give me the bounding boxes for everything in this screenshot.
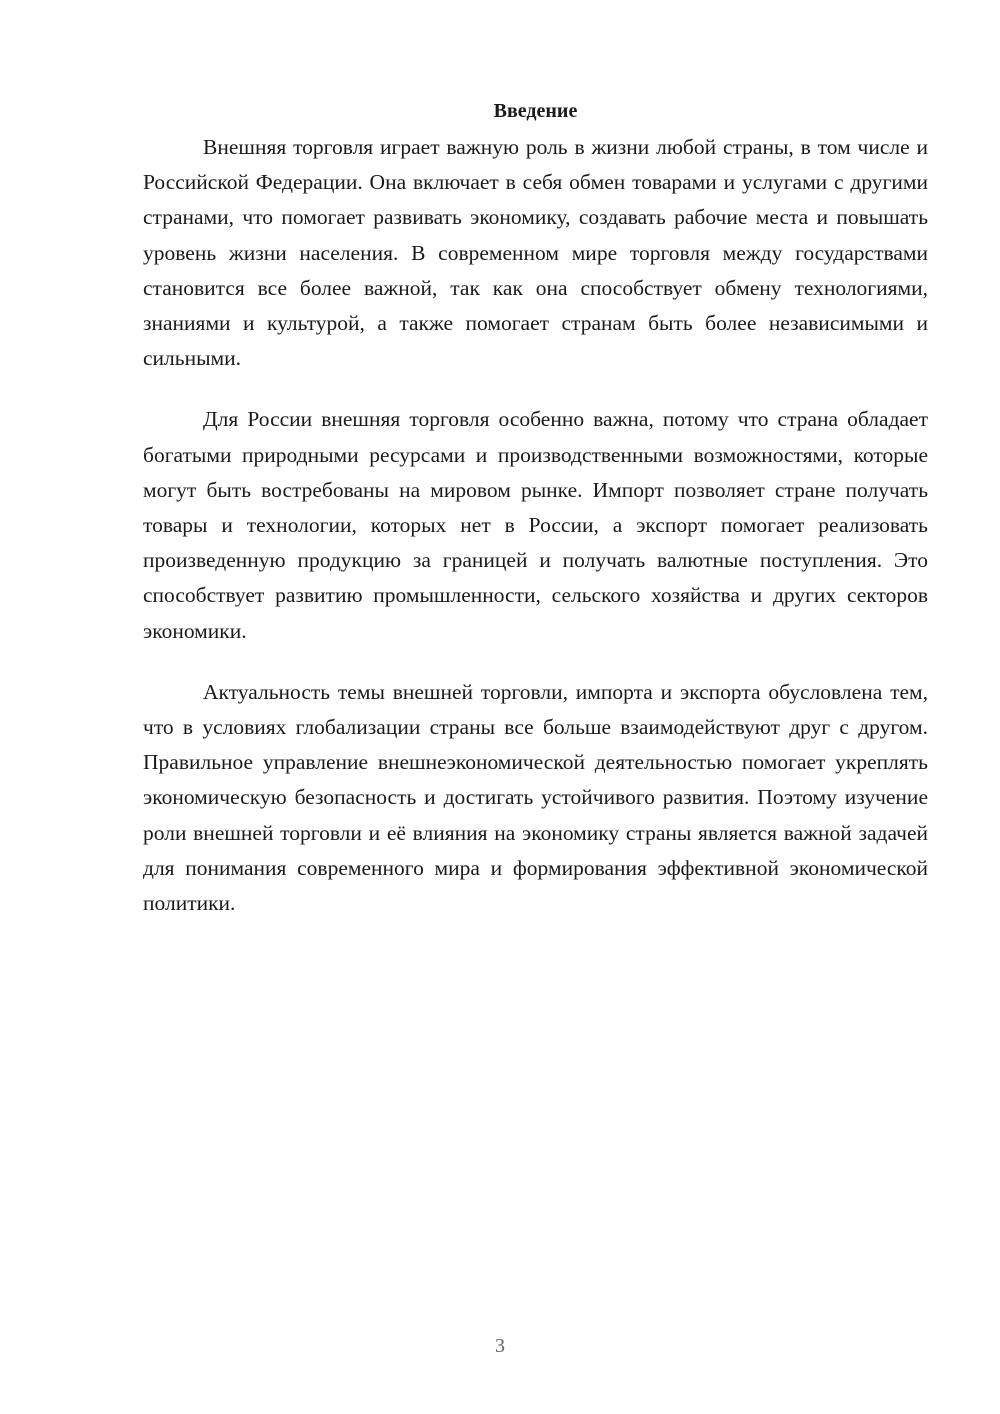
paragraph-1: Внешняя торговля играет важную роль в жизни любой страны, в том числе и Российской Федерации. Она включает в себя обмен товарами и услугами с другими странами, что помогает развивать экономику, создавать рабочие места и повышать уровень жизни населения. В современном мире торговля между государствами становится все более важной, так как она способствует обмену технологиями, знаниями и культурой, а также помогает странам быть более независимыми и сильными.	[143, 135, 928, 371]
section-heading: Введение	[493, 100, 578, 122]
page-number: 3	[495, 1335, 505, 1357]
paragraph-2: Для России внешняя торговля особенно важна, потому что страна обладает богатыми природными ресурсами и производственными возможностями, которые могут быть востребованы на мировом рынке. Импорт позволяет стране получать товары и технологии, которых нет в России, а экспорт помогает реализовать произведенную продукцию за границей и получать валютные поступления. Это способствует развитию промышленности, сельского хозяйства и других секторов экономики.	[143, 407, 928, 643]
paragraph-3: Актуальность темы внешней торговли, импорта и экспорта обусловлена тем, что в условиях глобализации страны все больше взаимодействуют друг с другом. Правильное управление внешнеэкономической деятельностью помогает укреплять экономическую безопасность и достигать устойчивого развития. Поэтому изучение роли внешней торговли и её влияния на экономику страны является важной задачей для понимания современного мира и формирования эффективной экономической политики.	[143, 679, 928, 916]
page-content	[143, 94, 928, 947]
